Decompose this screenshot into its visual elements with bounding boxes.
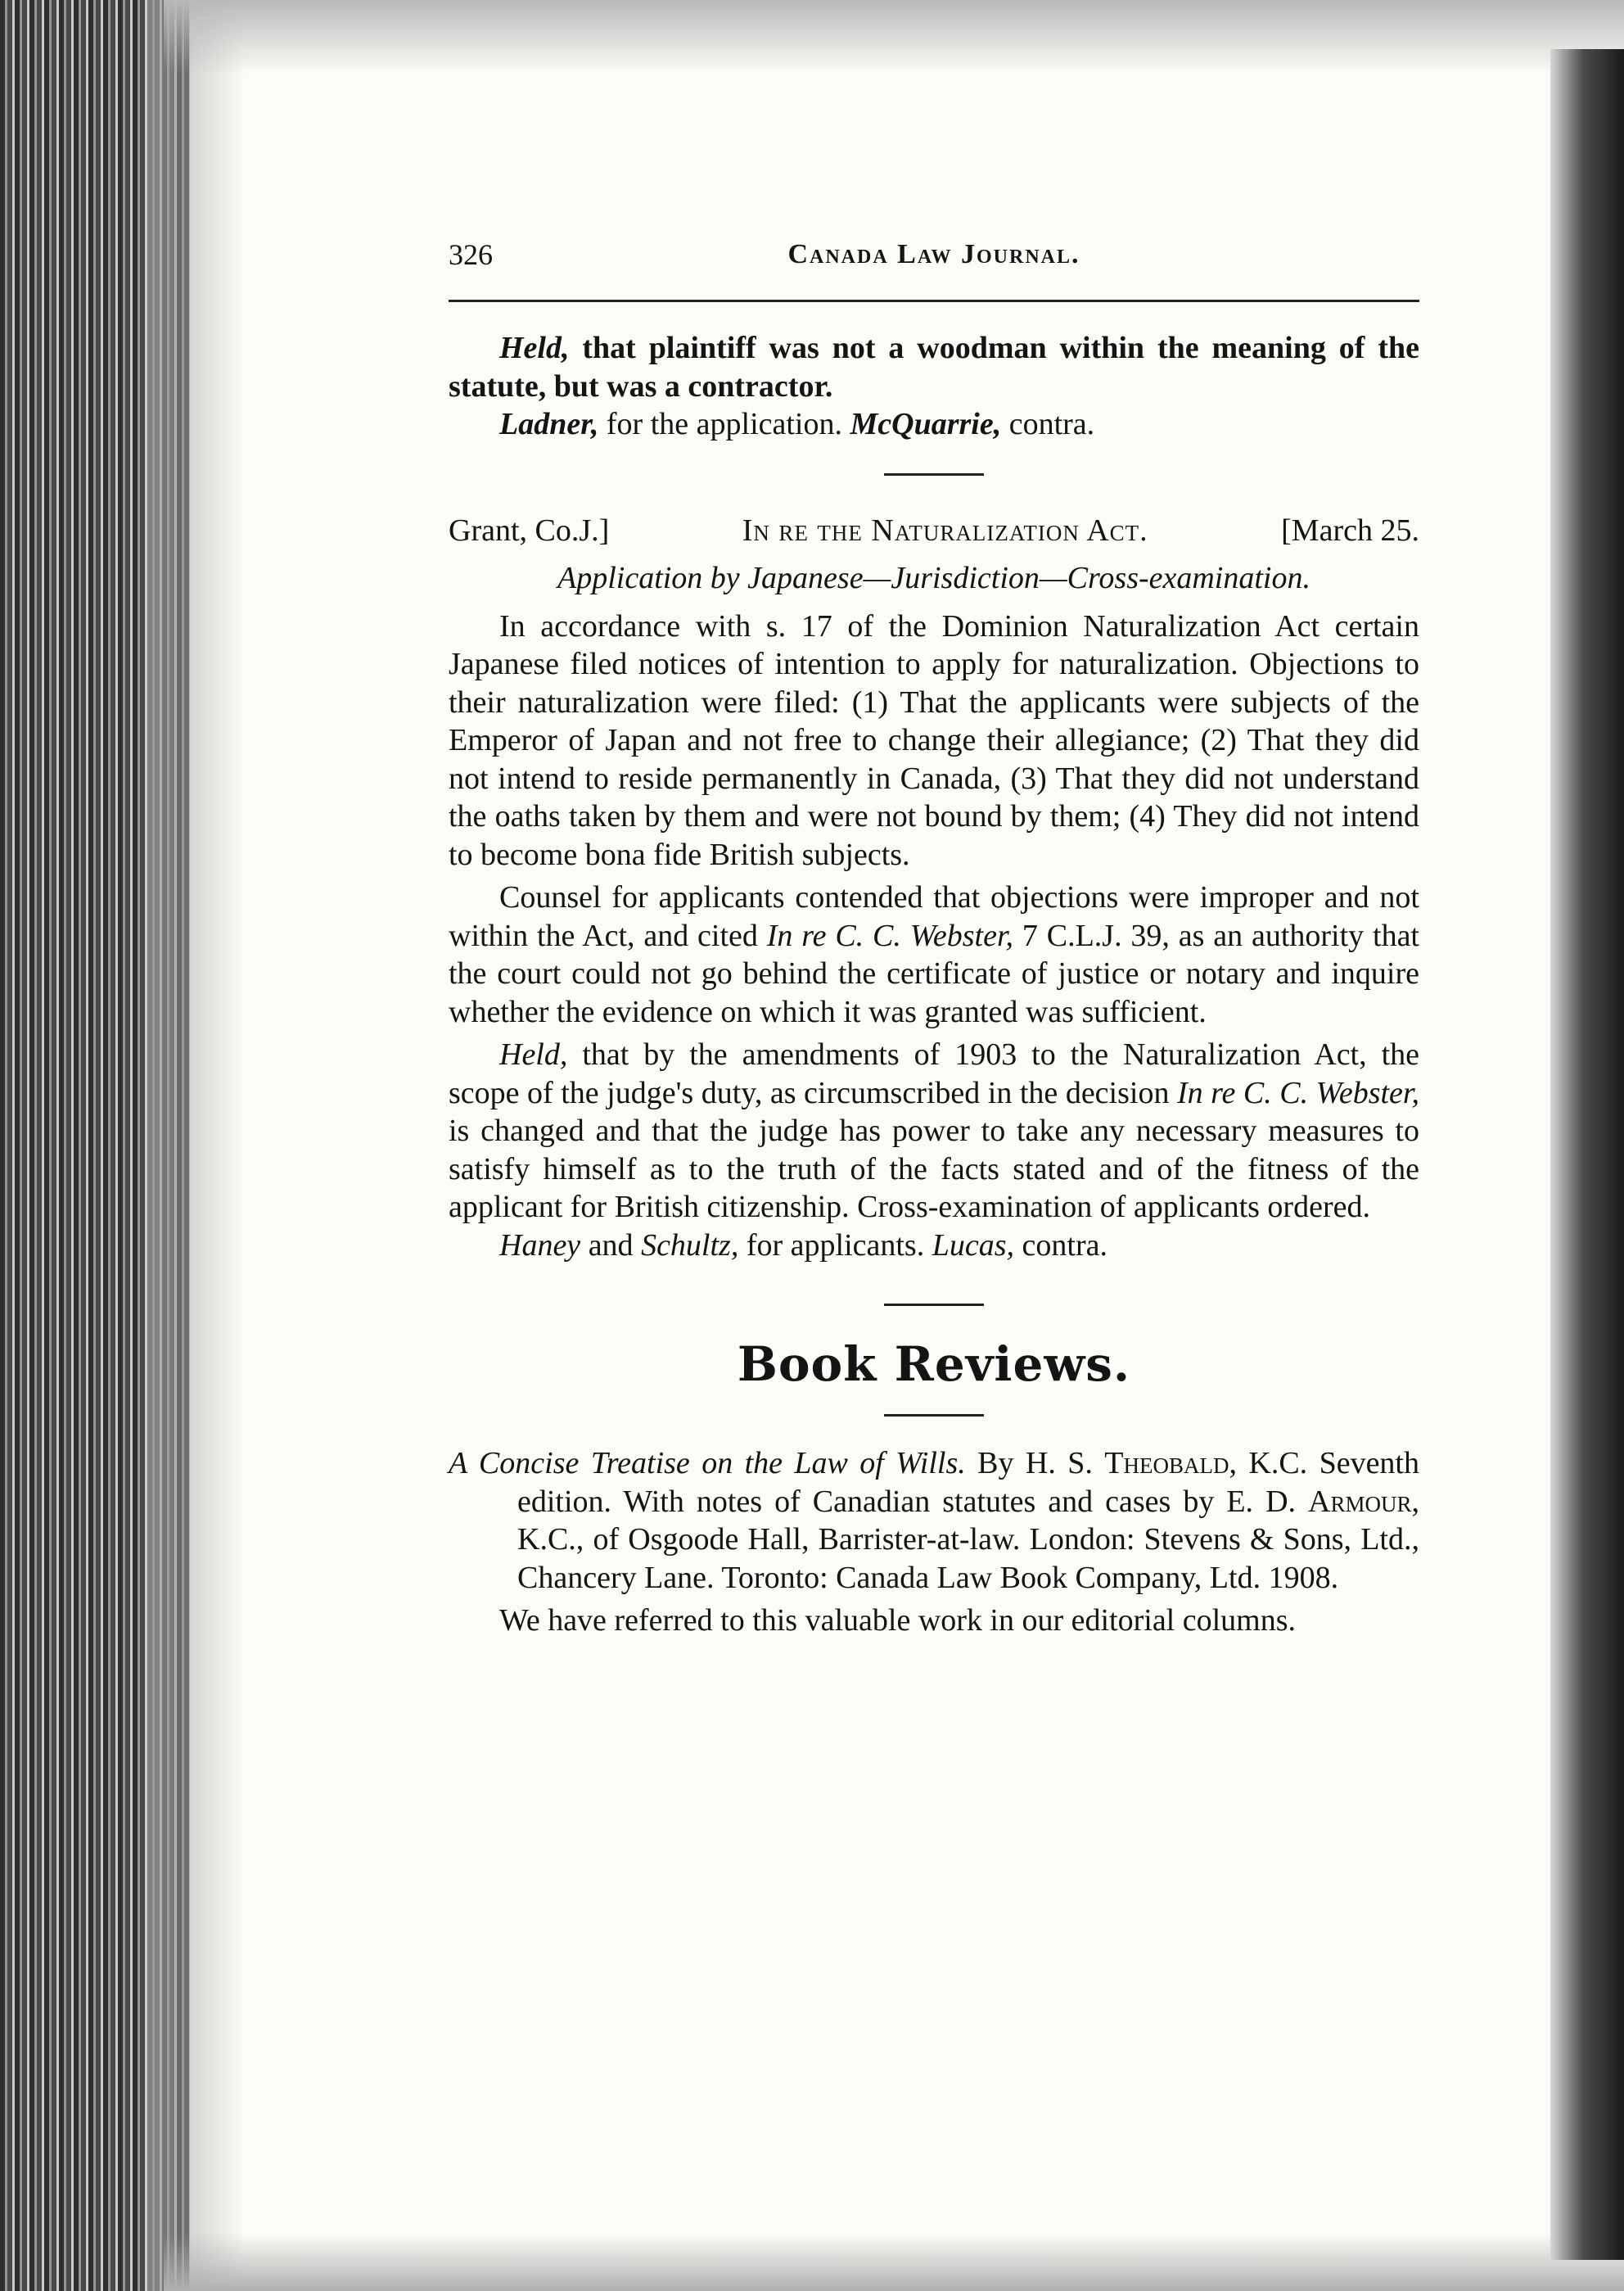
counsel-text: for applicants. [738,1227,932,1263]
case-subject: Application by Japanese—Jurisdiction—Cross-examination. [557,561,1310,595]
entry-text: K.C. Seventh edition. With notes of Canadian statutes and cases by E. D. [517,1446,1419,1519]
counsel-name: McQuarrie, [850,407,1002,441]
book-title: A Concise Treatise on the Law of Wills. [449,1446,966,1480]
cited-case: In re C. C. Webster, [766,918,1014,953]
book-author: Theobald, [1104,1446,1237,1480]
page-header [449,237,1419,278]
counsel-text: contra. [1001,407,1095,441]
counsel-name: Schultz, [641,1227,739,1263]
header-rule [449,300,1419,302]
journal-page [449,0,1419,2291]
case-paragraph [449,879,1419,1031]
book-reviews-heading: Book Reviews. [737,1336,1131,1392]
page-body [449,329,1419,1640]
counsel-name: Ladner, [499,407,599,441]
held-paragraph [449,329,1419,405]
counsel-name: Lucas, [932,1227,1015,1263]
paragraph-text: is changed and that the judge has power to take any necessary measures to satisfy himself as to the truth of the facts stated and of the fitness of the applicant for British citizenship. Cross-examination of applicants ordered. [449,1114,1419,1224]
scan-left-shadow [147,0,246,2291]
case-heading [449,512,1419,550]
case-date: [March 25. [1281,513,1419,548]
review-entry [449,1444,1419,1597]
counsel-paragraph [449,405,1419,444]
case-paragraph: In accordance with s. 17 of the Dominion Naturalization Act certain Japanese filed notices of intention to apply for naturalization. Objections to their naturalization were filed: (1) That the applicants were subjects of the Emperor of Japan and not free to change their allegiance; (2) That they did not intend to reside permanently in Canada, (3) That they did not understand the oaths taken by them and were not bound by them; (4) They did not intend to become bona fide British subjects. [449,608,1419,872]
case-judge: Grant, Co.J.] [449,513,610,548]
counsel-name: Haney [499,1227,581,1263]
book-editor: Armour, [1308,1484,1419,1519]
entry-text: By H. S. [965,1446,1105,1480]
paragraph-text: 7 C.L.J. 39, as an authority that the court could not go behind the certificate of justice or notary and inquire whether the evidence on which it was granted was sufficient. [449,918,1419,1029]
counsel-text: and [580,1227,642,1263]
page-number: 326 [449,238,493,271]
case-title: In re the Naturalization Act. [742,513,1148,548]
counsel-paragraph [449,1227,1419,1265]
cited-case: In re C. C. Webster, [1176,1075,1419,1110]
held-text: that plaintiff was not a woodman within the meaning of the statute, but was a contractor. [449,331,1419,404]
paragraph-text: Counsel for applicants contended that objections were improper and not within the Act, and cited [449,880,1419,953]
paragraph-text: that by the amendments of 1903 to the Naturalization Act, the scope of the judge's duty, as circumscribed in the decision [449,1037,1419,1110]
review-comment: We have referred to this valuable work in our editorial columns. [499,1603,1297,1638]
held-paragraph [449,1036,1419,1227]
held-label: Held, [499,1037,568,1072]
counsel-text: for the application. [598,407,850,441]
held-label: Held, [499,331,570,365]
scan-right-edge [1550,49,1624,2260]
counsel-text: contra. [1014,1227,1107,1263]
running-head: Canada Law Journal. [787,239,1080,269]
entry-text: K.C., of Osgoode Hall, Barrister-at-law. London: Stevens & Sons, Ltd., Chancery Lane. Toronto: Canada Law Book Company, Ltd. 1908. [517,1522,1419,1595]
